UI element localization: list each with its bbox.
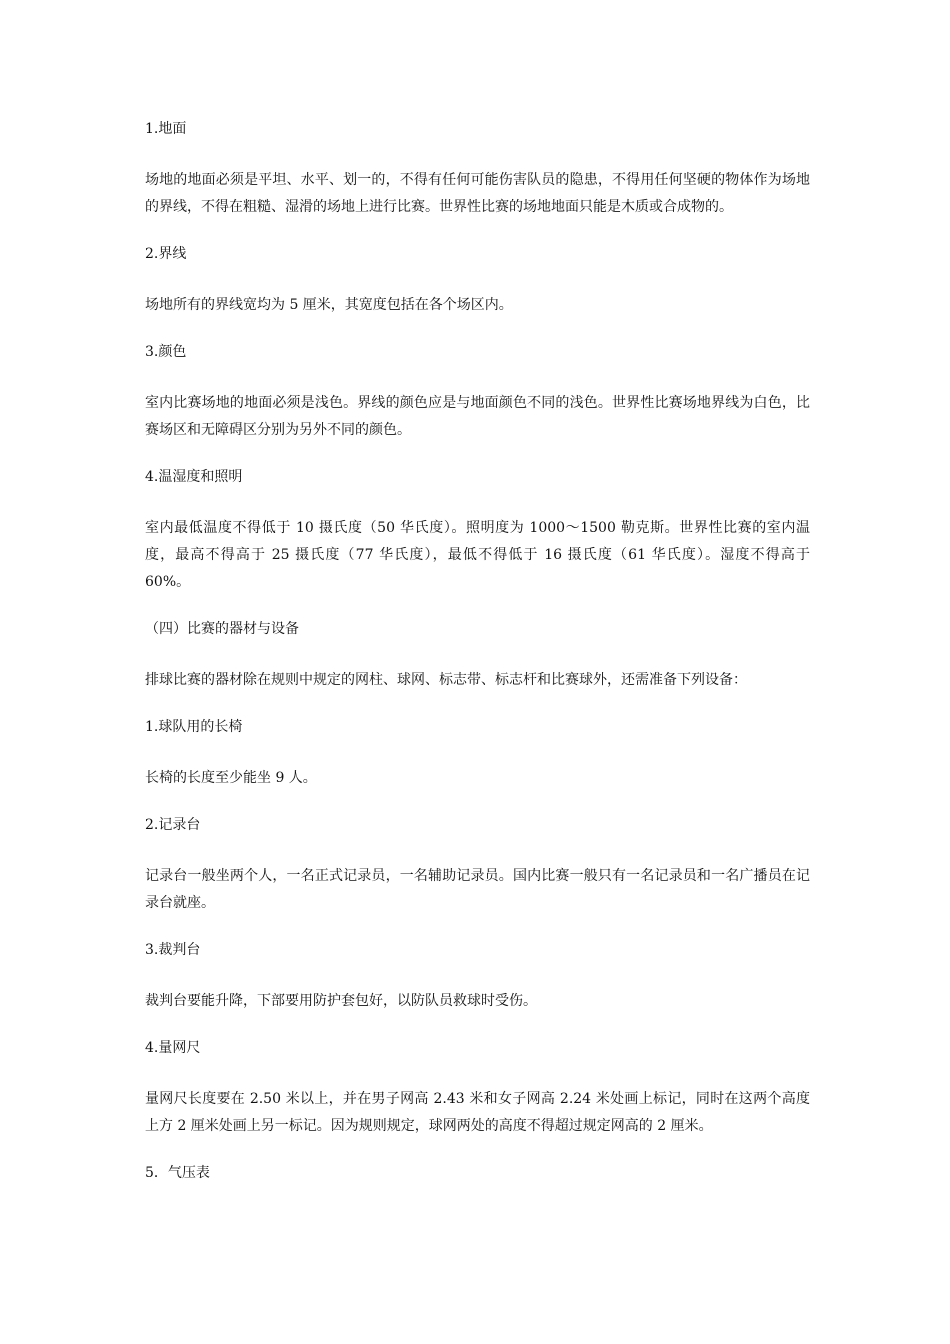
section-heading-scorer-table: 2.记录台 (145, 817, 201, 833)
paragraph-lines: 场地所有的界线宽均为 5 厘米，其宽度包括在各个场区内。 (145, 297, 513, 313)
section-heading-referee-stand: 3.裁判台 (145, 942, 201, 958)
paragraph-ground: 场地的地面必须是平坦、水平、划一的，不得有任何可能伤害队员的隐患，不得用任何坚硬的物体作为场地的界线，不得在粗糙、湿滑的场地上进行比赛。世界性比赛的场地地面只能是木质或合成物的。 (145, 172, 810, 215)
paragraph-color: 室内比赛场地的地面必须是浅色。界线的颜色应是与地面颜色不同的浅色。世界性比赛场地界线为白色，比赛场区和无障碍区分别为另外不同的颜色。 (145, 395, 810, 438)
section-heading-lines: 2.界线 (145, 246, 187, 262)
paragraph-team-bench: 长椅的长度至少能坐 9 人。 (145, 770, 317, 786)
paragraph-referee-stand: 裁判台要能升降，下部要用防护套包好，以防队员救球时受伤。 (145, 993, 537, 1009)
section-heading-ground: 1.地面 (145, 121, 187, 137)
paragraph-net-measure: 量网尺长度要在 2.50 米以上，并在男子网高 2.43 米和女子网高 2.24 米处画上标记，同时在这两个高度上方 2 厘米处画上另一标记。因为规则规定，球网两处的高度不得超过规定网高的 2 厘米。 (145, 1091, 810, 1134)
section-heading-barometer: 5．气压表 (145, 1165, 210, 1181)
paragraph-equipment: 排球比赛的器材除在规则中规定的网柱、球网、标志带、标志杆和比赛球外，还需准备下列设备： (145, 672, 747, 688)
section-heading-color: 3.颜色 (145, 344, 187, 360)
document-body (145, 118, 810, 1211)
paragraph-scorer-table: 记录台一般坐两个人，一名正式记录员，一名辅助记录员。国内比赛一般只有一名记录员和一名广播员在记录台就座。 (145, 868, 810, 911)
paragraph-temperature-lighting: 室内最低温度不得低于 10 摄氏度（50 华氏度）。照明度为 1000～1500 勒克斯。世界性比赛的室内温度，最高不得高于 25 摄氏度（77 华氏度），最低不得低于 16 摄氏度（61 华氏度）。湿度不得高于 60%。 (145, 520, 810, 590)
section-heading-team-bench: 1.球队用的长椅 (145, 719, 243, 735)
section-heading-equipment: （四）比赛的器材与设备 (145, 621, 299, 637)
section-heading-temperature-lighting: 4.温湿度和照明 (145, 469, 243, 485)
section-heading-net-measure: 4.量网尺 (145, 1040, 201, 1056)
